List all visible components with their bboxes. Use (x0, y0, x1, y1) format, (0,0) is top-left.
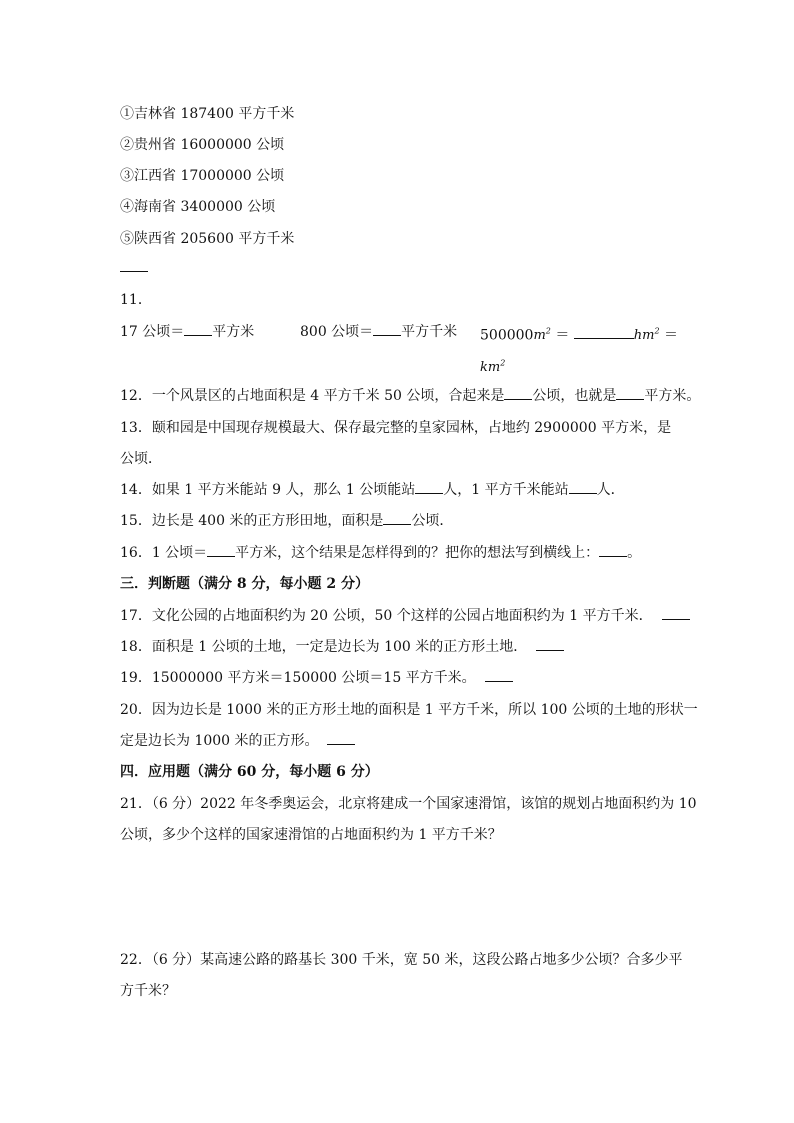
equals-sign: ＝ (550, 327, 574, 344)
list-item: ②贵州省 16000000 公顷 (120, 137, 285, 153)
list-item: ③江西省 17000000 公顷 (120, 168, 285, 184)
unit-m2: $m^2$ (533, 327, 551, 344)
question-15: 15．边长是 400 米的正方形田地，面积是 公顷． (120, 513, 454, 529)
question-11-row (120, 322, 680, 346)
answer-blank[interactable] (574, 325, 634, 339)
answer-blank[interactable] (207, 543, 235, 557)
answer-blank[interactable] (536, 637, 564, 651)
question-19: 19．15000000 平方米＝150000 公顷＝15 平方千米。 (120, 668, 513, 688)
answer-blank[interactable] (485, 668, 513, 682)
q11-a-unit: 平方米 (212, 324, 255, 340)
q11-b-text: 800 公顷＝ (300, 324, 374, 340)
q11-a-text: 17 公顷＝ (120, 324, 185, 340)
question-17: 17．文化公园的占地面积约为 20 公顷，50 个这样的公园占地面积约为 1 平方千米． (120, 606, 690, 626)
answer-blank[interactable] (415, 480, 443, 494)
question-21-line2: 公顷，多少个这样的国家速滑馆的占地面积约为 1 平方千米？ (120, 827, 502, 843)
list-item: ④海南省 3400000 公顷 (120, 199, 276, 215)
question-18: 18．面积是 1 公顷的土地，一定是边长为 100 米的正方形土地． (120, 637, 564, 657)
q11-part-b (300, 322, 457, 342)
unit-hm2: $hm^2$ (633, 327, 660, 344)
question-13-line1: 13．颐和园是中国现存规模最大、保存最完整的皇家园林，占地约 2900000 平方米，是 (120, 420, 672, 436)
answer-blank[interactable] (120, 271, 148, 272)
question-21-line1: 21．（6 分）2022 年冬季奥运会，北京将建成一个国家速滑馆，该馆的规划占地面积约为 10 (120, 796, 697, 812)
answer-blank[interactable] (616, 386, 644, 400)
answer-blank[interactable] (662, 606, 690, 620)
section-heading: 四．应用题（满分 60 分，每小题 6 分） (120, 764, 379, 780)
question-13-line2: 公顷． (120, 451, 162, 467)
list-item: ①吉林省 187400 平方千米 (120, 106, 295, 122)
question-number: 11． (120, 292, 152, 308)
question-22-line2: 方千米？ (120, 983, 176, 999)
question-12: 12．一个风景区的占地面积是 4 平方千米 50 公顷，合起来是 公顷，也就是 平方米。 (120, 388, 701, 404)
answer-blank[interactable] (383, 511, 411, 525)
q11-part-a (120, 322, 254, 342)
list-item: ⑤陕西省 205600 平方千米 (120, 231, 295, 247)
answer-blank[interactable] (327, 731, 355, 745)
answer-blank[interactable] (569, 480, 597, 494)
question-20-line1: 20．因为边长是 1000 米的正方形土地的面积是 1 平方千米，所以 100 公顷的土地的形状一 (120, 702, 698, 718)
equals-sign: ＝ (659, 327, 679, 344)
q11-b-unit: 平方千米 (401, 324, 458, 340)
question-20-line2: 定是边长为 1000 米的正方形。 (120, 731, 355, 751)
answer-blank[interactable] (184, 322, 212, 336)
q11-part-c (480, 322, 678, 346)
answer-blank[interactable] (599, 543, 627, 557)
answer-blank[interactable] (373, 322, 401, 336)
section-heading: 三．判断题（满分 8 分，每小题 2 分） (120, 576, 369, 592)
answer-blank[interactable] (504, 386, 532, 400)
question-14: 14．如果 1 平方米能站 9 人，那么 1 公顷能站 人，1 平方千米能站 人． (120, 482, 625, 498)
question-22-line1: 22．（6 分）某高速公路的路基长 300 千米，宽 50 米，这段公路占地多少公顷？合多少平 (120, 952, 683, 968)
q11-c-value: 500000 (480, 327, 534, 344)
unit-km2: $km^2$ (480, 359, 506, 376)
question-16: 16．1 公顷＝ 平方米，这个结果是怎样得到的？把你的想法写到横线上： 。 (120, 545, 642, 561)
